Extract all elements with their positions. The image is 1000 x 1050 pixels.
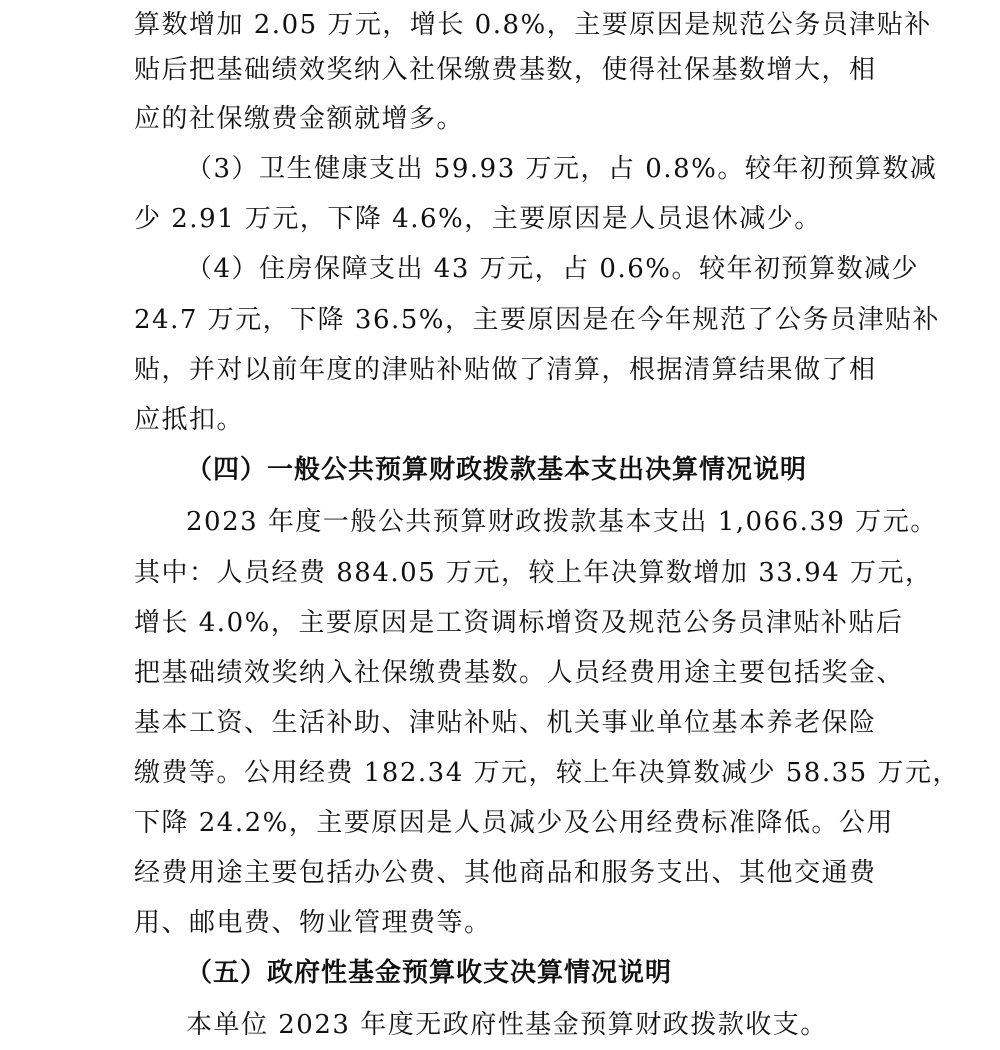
- paragraph-line: 增长 4.0%，主要原因是工资调标增资及规范公务员津贴补贴后: [134, 608, 904, 638]
- paragraph-line: 基本工资、生活补助、津贴补贴、机关事业单位基本养老保险: [134, 708, 877, 738]
- paragraph-line: 本单位 2023 年度无政府性基金预算财政拨款收支。: [186, 1010, 828, 1040]
- paragraph-line: 下降 24.2%，主要原因是人员减少及公用经费标准降低。公用: [134, 808, 894, 838]
- paragraph-line: 少 2.91 万元，下降 4.6%，主要原因是人员退休减少。: [134, 204, 822, 234]
- paragraph-line: 经费用途主要包括办公费、其他商品和服务支出、其他交通费: [134, 858, 877, 888]
- section-heading: （五）政府性基金预算收支决算情况说明: [186, 958, 673, 988]
- paragraph-line: 24.7 万元，下降 36.5%，主要原因是在今年规范了公务员津贴补: [134, 305, 941, 335]
- paragraph-line: 贴，并对以前年度的津贴补贴做了清算，根据清算结果做了相: [134, 355, 877, 385]
- paragraph-line: 贴后把基础绩效奖纳入社保缴费基数，使得社保基数增大，相: [134, 55, 877, 85]
- paragraph-line: （4）住房保障支出 43 万元，占 0.6%。较年初预算数减少: [186, 254, 919, 284]
- paragraph-line: 算数增加 2.05 万元，增长 0.8%，主要原因是规范公务员津贴补: [134, 10, 932, 40]
- paragraph-line: 应的社保缴费金额就增多。: [134, 104, 465, 134]
- paragraph-line: 2023 年度一般公共预算财政拨款基本支出 1,066.39 万元。: [186, 507, 938, 537]
- section-heading: （四）一般公共预算财政拨款基本支出决算情况说明: [186, 455, 808, 485]
- paragraph-line: 其中：人员经费 884.05 万元，较上年决算数增加 33.94 万元，: [134, 558, 933, 588]
- paragraph-line: 缴费等。公用经费 182.34 万元，较上年决算数减少 58.35 万元，: [134, 758, 960, 788]
- paragraph-line: 用、邮电费、物业管理费等。: [134, 908, 492, 938]
- paragraph-line: 把基础绩效奖纳入社保缴费基数。人员经费用途主要包括奖金、: [134, 658, 905, 688]
- paragraph-line: （3）卫生健康支出 59.93 万元，占 0.8%。较年初预算数减: [186, 154, 938, 184]
- paragraph-line: 应抵扣。: [134, 405, 245, 435]
